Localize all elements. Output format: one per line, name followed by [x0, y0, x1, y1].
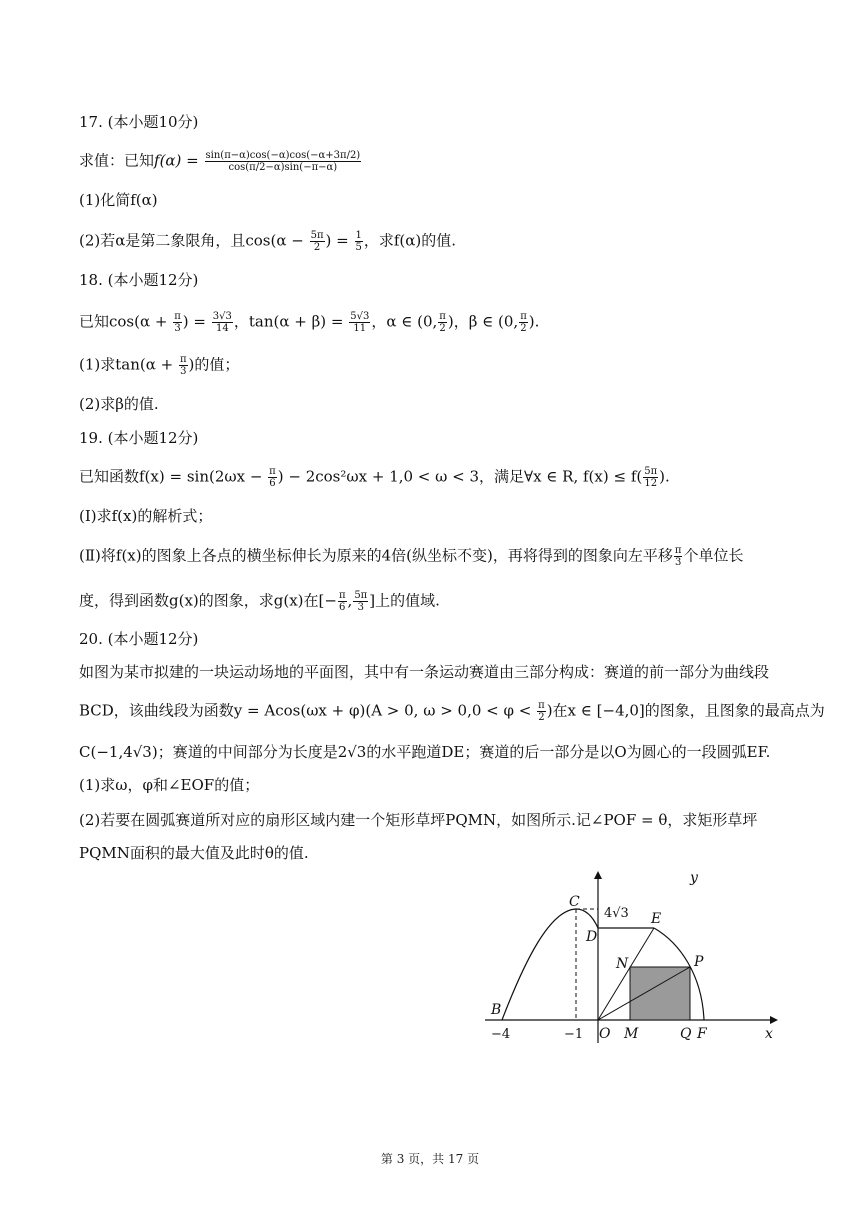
rectangle-pqmn — [630, 967, 690, 1020]
label-d: D — [586, 929, 598, 945]
problem-20-line3: C(−1,4√3)；赛道的中间部分为长度是2√3的水平跑道DE；赛道的后一部分是以O为圆心的一段圆弧EF. — [79, 743, 771, 761]
problem-20-part2-line2: PQMN面积的最大值及此时θ的值. — [79, 844, 309, 862]
x-axis-arrow — [770, 1016, 778, 1024]
problem-20-part2-line1: (2)若要在圆弧赛道所对应的扇形区域内建一个矩形草坪PQMN，如图所示.记∠POF = θ，求矩形草坪 — [79, 811, 758, 829]
problem-17-part2: (2)若α是第二象限角，且cos(α − $\frac{5\pi}{2}$ ) = $\frac{1}{5}$ ，求f(α)的值. — [79, 230, 457, 253]
label-n: N — [616, 956, 629, 972]
curve-bcd — [502, 909, 598, 1020]
label-q: Q — [680, 1026, 692, 1042]
label-o: O — [599, 1026, 611, 1042]
y-axis-arrow — [594, 871, 602, 879]
problem-20-line1: 如图为某市拟建的一块运动场地的平面图，其中有一条运动赛道由三部分构成：赛道的前一部分为曲线段 — [79, 663, 770, 681]
label-ymax: 4√3 — [604, 906, 629, 921]
label-y: y — [690, 870, 698, 886]
problem-20-part1: (1)求ω，φ和∠EOF的值； — [79, 776, 260, 794]
problem-17-header: 17. (本小题10分) — [79, 113, 199, 131]
problem-18-header: 18. (本小题12分) — [79, 271, 199, 289]
problem-20-line2: BCD，该曲线段为函数y = Acos(ωx + φ)(A > 0, ω > 0,0 < φ < $\frac{\pi}{2}$ )在x ∈ [−4,0]的图象，且图象的最高点为 — [79, 700, 825, 723]
label-e: E — [651, 911, 662, 927]
problem-17-stem: 求值：已知f(α) = $\frac{\sin(\pi-\alpha)\cos(-\alpha)\cos(-\alpha+3\pi/2)}{\cos(\pi/2-\alpha)\sin(-\pi-\alpha)}$ — [79, 150, 361, 173]
label-p: P — [694, 954, 704, 970]
problem-19-header: 19. (本小题12分) — [79, 429, 199, 447]
label-b: B — [491, 1002, 502, 1018]
coordinate-figure — [480, 865, 790, 1055]
problem-18-given: 已知cos(α + $\frac{\pi}{3}$ ) = $\frac{3√3}{14}$ ，tan(α + β) = $\frac{5√3}{11}$ ，α ∈ (0, $\frac{\pi}{2}$ )，β ∈ (0, $\frac{\pi}{2}$ ). — [79, 311, 540, 334]
label-c: C — [569, 894, 580, 910]
label-neg4: −4 — [491, 1027, 511, 1042]
problem-19-part2-line1: (Ⅱ)将f(x)的图象上各点的横坐标伸长为原来的4倍(纵坐标不变)，再将得到的图象向左平移 $\frac{\pi}{3}$ 个单位长 — [79, 545, 744, 568]
label-f: F — [697, 1026, 707, 1042]
label-neg1: −1 — [564, 1027, 584, 1042]
label-x: x — [765, 1026, 773, 1042]
problem-18-part2: (2)求β的值. — [79, 395, 159, 413]
page-footer: 第 3 页，共 17 页 — [380, 1152, 480, 1166]
problem-17-part1: (1)化简f(α) — [79, 191, 158, 209]
problem-18-part1: (1)求tan(α + $\frac{\pi}{3}$ )的值； — [79, 354, 240, 377]
problem-19-part2-line2: 度，得到函数g(x)的图象，求g(x)在[− $\frac{\pi}{6}$ , $\frac{5\pi}{3}$ ]上的值域. — [79, 590, 440, 613]
problem-20-header: 20. (本小题12分) — [79, 630, 199, 648]
problem-19-part1: (Ⅰ)求f(x)的解析式； — [79, 507, 213, 525]
problem-19-given: 已知函数f(x) = sin(2ωx − $\frac{\pi}{6}$ ) − 2cos²ωx + 1,0 < ω < 3，满足∀x ∈ R, f(x) ≤ f( $\frac{5\pi}{12}$ ). — [79, 466, 670, 489]
label-m: M — [624, 1026, 639, 1042]
